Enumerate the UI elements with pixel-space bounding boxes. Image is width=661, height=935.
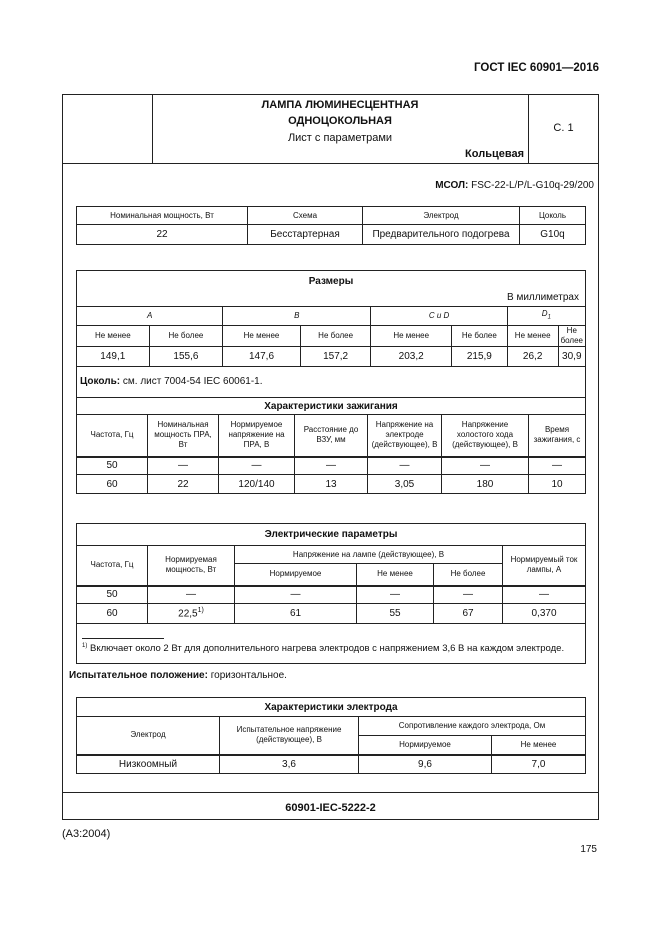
footnote-mark: 1) bbox=[197, 607, 204, 615]
col-scheme: Схема bbox=[248, 207, 363, 225]
sub-cell: Не более bbox=[149, 326, 223, 347]
group-b: B bbox=[223, 307, 371, 326]
el-cell: 55 bbox=[357, 604, 434, 624]
ign-cell: — bbox=[368, 457, 442, 475]
col-power: Номинальная мощность, Вт bbox=[77, 207, 248, 225]
el-h-current: Нормируемый ток лампы, А bbox=[503, 546, 586, 586]
cell-scheme: Бесстартерная bbox=[248, 225, 363, 245]
ed-cell: 3,6 bbox=[220, 755, 359, 774]
standard-number: ГОСТ IEC 60901—2016 bbox=[474, 62, 599, 74]
sub-cell: Не более bbox=[451, 326, 507, 347]
sub-cell: Не менее bbox=[371, 326, 452, 347]
dim-value: 149,1 bbox=[77, 347, 150, 367]
cokol-text: см. лист 7004-54 IEC 60061-1. bbox=[122, 376, 263, 387]
cell-base: G10q bbox=[520, 225, 586, 245]
el-cell: 67 bbox=[434, 604, 503, 624]
el-sub: Не менее bbox=[357, 564, 434, 586]
test-text: горизонтальное. bbox=[210, 670, 287, 681]
group-d1 bbox=[507, 307, 585, 326]
col-base: Цоколь bbox=[520, 207, 586, 225]
electrical-title: Электрические параметры bbox=[77, 524, 586, 546]
dim-value: 26,2 bbox=[507, 347, 558, 367]
el-cell: 50 bbox=[77, 586, 148, 604]
el-sub: Нормируемое bbox=[235, 564, 357, 586]
ign-header: Расстояние до ВЗУ, мм bbox=[295, 415, 368, 457]
ign-cell: — bbox=[295, 457, 368, 475]
ign-cell: 180 bbox=[442, 475, 529, 494]
footer-divider bbox=[62, 792, 599, 793]
ign-header: Частота, Гц bbox=[77, 415, 148, 457]
dim-value: 215,9 bbox=[451, 347, 507, 367]
el-cell: 60 bbox=[77, 604, 148, 624]
ignition-title: Характеристики зажигания bbox=[77, 398, 586, 415]
el-h-voltage: Напряжение на лампе (действующее), В bbox=[235, 546, 503, 564]
col-electrode: Электрод bbox=[363, 207, 520, 225]
general-table bbox=[76, 206, 586, 245]
subtitle: Лист с параметрами bbox=[287, 132, 393, 144]
el-cell: 61 bbox=[235, 604, 357, 624]
cell-electrode: Предварительного подогрева bbox=[363, 225, 520, 245]
ign-cell: — bbox=[529, 457, 586, 475]
dim-value: 203,2 bbox=[371, 347, 452, 367]
ed-cell: Низкоомный bbox=[77, 755, 220, 774]
ign-cell: — bbox=[442, 457, 529, 475]
title-line2: ОДНОЦОКОЛЬНАЯ bbox=[288, 115, 392, 127]
dims-unit: В миллиметрах bbox=[507, 292, 579, 303]
msol-line bbox=[435, 180, 594, 191]
dim-value: 155,6 bbox=[149, 347, 223, 367]
sub-cell: Не более bbox=[300, 326, 371, 347]
ign-header: Нормируемое напряжение на ПРА, В bbox=[219, 415, 295, 457]
ed-sub: Не менее bbox=[492, 736, 586, 755]
ign-cell: — bbox=[219, 457, 295, 475]
sub-cell: Не менее bbox=[223, 326, 301, 347]
ed-cell: 7,0 bbox=[492, 755, 586, 774]
ed-h-voltage: Испытательное напряжение (действующее), В bbox=[220, 717, 359, 755]
group-cd: C и D bbox=[371, 307, 507, 326]
ign-cell: 10 bbox=[529, 475, 586, 494]
group-a: A bbox=[77, 307, 223, 326]
sub-cell: Не менее bbox=[507, 326, 558, 347]
footnote-mark-2: 1) bbox=[82, 643, 88, 649]
el-power-value: 22,5 bbox=[178, 608, 198, 620]
lamp-type: Кольцевая bbox=[465, 148, 524, 160]
test-position bbox=[69, 670, 287, 681]
electrode-title: Характеристики электрода bbox=[77, 698, 586, 717]
group-d1-sub: 1 bbox=[547, 314, 551, 321]
footnote-rule bbox=[82, 638, 164, 639]
ign-header: Номинальная мощность ПРА, Вт bbox=[148, 415, 219, 457]
header-divider bbox=[62, 163, 599, 164]
ed-cell: 9,6 bbox=[359, 755, 492, 774]
cokol-line bbox=[80, 376, 263, 387]
el-cell: — bbox=[434, 586, 503, 604]
el-cell: — bbox=[503, 586, 586, 604]
ed-h-electrode: Электрод bbox=[77, 717, 220, 755]
group-d1-label: D bbox=[541, 309, 548, 319]
ign-cell: — bbox=[148, 457, 219, 475]
dims-title-cell bbox=[77, 271, 586, 307]
cokol-label: Цоколь: bbox=[80, 376, 121, 387]
el-h-freq: Частота, Гц bbox=[77, 546, 148, 586]
dim-value: 157,2 bbox=[300, 347, 371, 367]
dims-title: Размеры bbox=[308, 276, 354, 287]
footnote-text: Включает около 2 Вт для дополнительного нагрева электродов с напряжением 3,6 В на каждом электроде. bbox=[89, 643, 565, 655]
el-cell: 0,370 bbox=[503, 604, 586, 624]
test-label: Испытательное положение: bbox=[69, 670, 208, 681]
ignition-table bbox=[76, 397, 586, 494]
electrode-table bbox=[76, 697, 586, 774]
msol-label: МСОЛ: bbox=[435, 180, 469, 191]
ign-header: Напряжение холостого хода (действующее), В bbox=[442, 415, 529, 457]
cell-power: 22 bbox=[77, 225, 248, 245]
ed-sub: Нормируемое bbox=[359, 736, 492, 755]
ign-cell: 13 bbox=[295, 475, 368, 494]
sheet-code: 60901-IEC-5222-2 bbox=[285, 802, 376, 814]
ign-cell: 50 bbox=[77, 457, 148, 475]
ign-cell: 120/140 bbox=[219, 475, 295, 494]
el-cell: — bbox=[235, 586, 357, 604]
el-sub: Не более bbox=[434, 564, 503, 586]
ign-header: Время зажигания, с bbox=[529, 415, 586, 457]
amendment: (A3:2004) bbox=[62, 828, 111, 840]
el-cell: — bbox=[148, 586, 235, 604]
ign-cell: 22 bbox=[148, 475, 219, 494]
title-line1: ЛАМПА ЛЮМИНЕСЦЕНТНАЯ bbox=[261, 99, 419, 111]
sub-cell: Не более bbox=[558, 326, 585, 347]
page-number: 175 bbox=[580, 844, 597, 855]
msol-value: FSC-22-L/P/L-G10q-29/200 bbox=[471, 180, 594, 191]
sheet-number: С. 1 bbox=[553, 122, 574, 134]
ign-cell: 60 bbox=[77, 475, 148, 494]
ign-header: Напряжение на электроде (действующее), В bbox=[368, 415, 442, 457]
el-cell: — bbox=[357, 586, 434, 604]
ign-cell: 3,05 bbox=[368, 475, 442, 494]
ed-h-resistance: Сопротивление каждого электрода, Ом bbox=[359, 717, 586, 736]
el-h-power: Нормируемая мощность, Вт bbox=[148, 546, 235, 586]
el-cell bbox=[148, 604, 235, 624]
dim-value: 147,6 bbox=[223, 347, 301, 367]
footnote bbox=[82, 643, 564, 654]
dim-value: 30,9 bbox=[558, 347, 585, 367]
sub-cell: Не менее bbox=[77, 326, 150, 347]
